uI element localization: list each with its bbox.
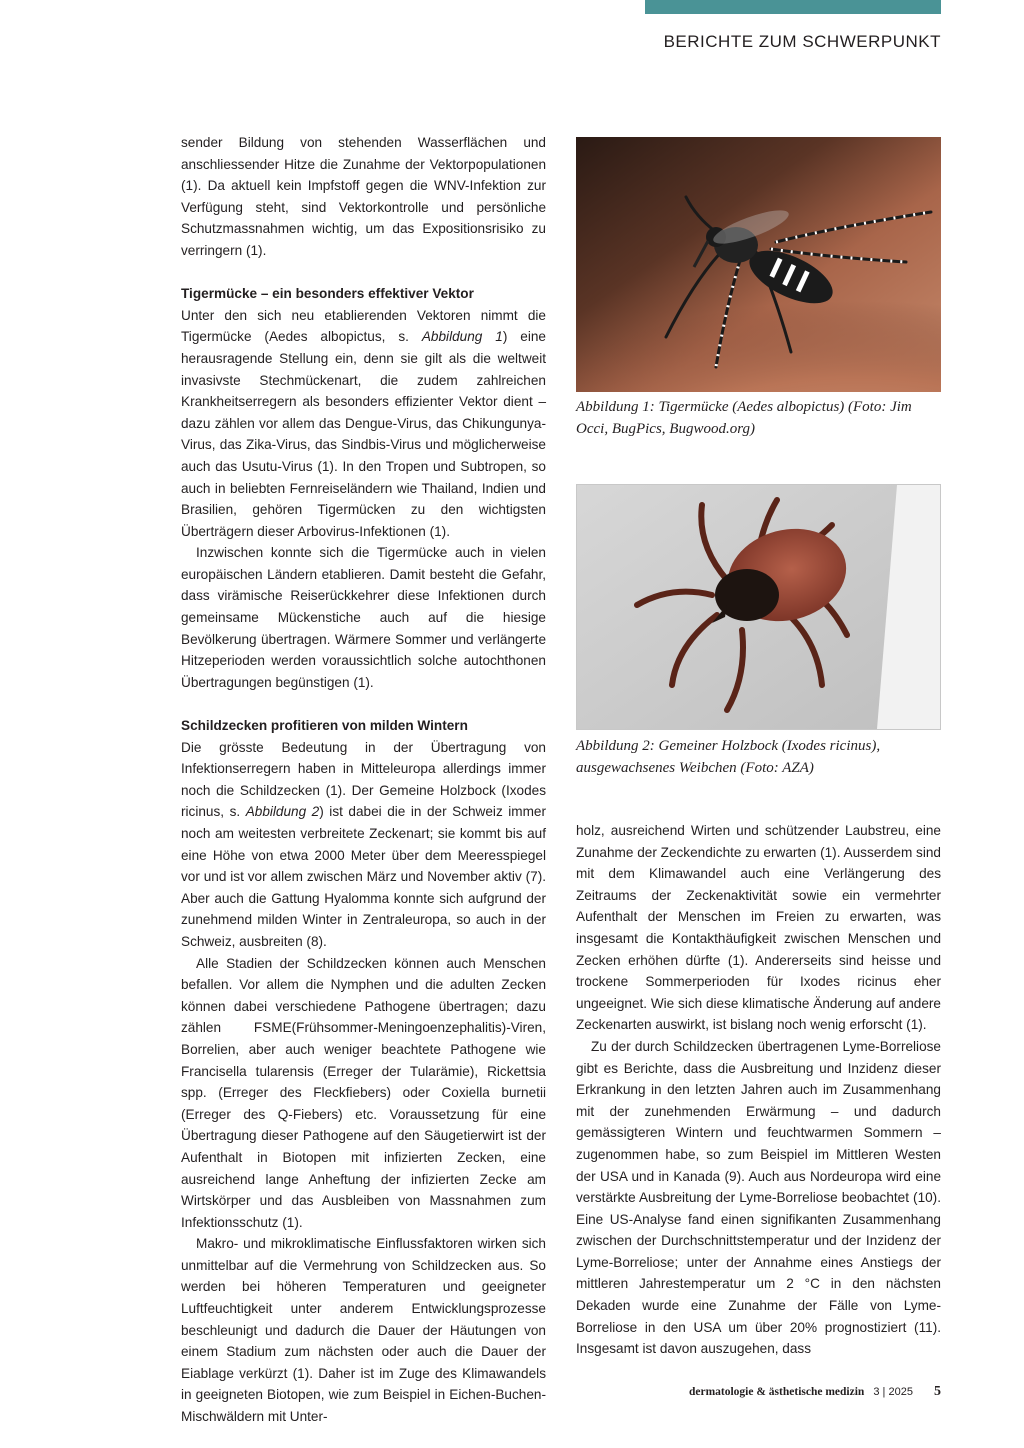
- section-label: BERICHTE ZUM SCHWERPUNKT: [663, 32, 941, 51]
- figure-2-tick-photo: [576, 484, 941, 730]
- header-accent-bar: [645, 0, 941, 14]
- right-column: [576, 820, 941, 1360]
- page-footer: [689, 1384, 941, 1400]
- page-number: 5: [934, 1384, 941, 1399]
- issue-number: 3 | 2025: [873, 1386, 913, 1398]
- paragraph: holz, ausreichend Wirten und schützender Laubstreu, eine Zunahme der Zeckendichte zu erwarten (1). Ausserdem sind mit dem Klimawandel auch eine Verlängerung des Zeitraums der Zeckenaktivität sowie ein vermehrter Aufenthalt der Menschen im Freien zu erwarten, was insgesamt die Kontakthäufigkeit zwischen Menschen und Zecken erhöhen dürfte (1). Andererseits sind heisse und trockene Sommerperioden für Ixodes ricinus eher ungeeignet. Wie sich diese klimatische Änderung auf andere Zeckenarten auswirkt, ist bislang noch wenig erforscht (1).: [576, 823, 941, 1033]
- figure-1-caption: Abbildung 1: Tigermücke (Aedes albopictus) (Foto: Jim Occi, BugPics, Bugwood.org): [576, 399, 912, 437]
- paragraph: Unter den sich neu etablierenden Vektoren nimmt die Tigermücke (Aedes albopictus, s. Abbildung 1) eine herausragende Stellung ein, denn sie gilt als die weltweit invasivste Stechmückenart, die zudem zahlreichen Krankheitserregern als besonders effizienter Vektor dient – dazu zählen vor allem das Dengue-Virus, das Chikungunya-Virus, das Zika-Virus, das Sindbis-Virus und möglicherweise auch das Usutu-Virus (1). In den Tropen und Subtropen, so auch in beliebten Fernreiseländern wie Thailand, Indien und Brasilien, gehören Tigermücken zu den wichtigsten Überträgern dieser Arbovirus-Infektionen (1).: [181, 307, 546, 539]
- paragraph: Die grösste Bedeutung in der Übertragung von Infektionserregern haben in Mitteleuropa allerdings immer noch die Schildzecken (1). Der Gemeine Holzbock (Ixodes ricinus, s. Abbildung 2) ist dabei die in der Schweiz immer noch am weitesten verbreitete Zeckenart; sie kommt bis auf eine Höhe von etwa 2000 Meter über dem Meeresspiegel vor und ist vor allem zwischen März und November aktiv (7). Aber auch die Gattung Hyalomma konnte sich aufgrund der zunehmend milden Winter in Zentraleuropa, so auch in der Schweiz, ausbreiten (8).: [181, 739, 547, 949]
- section-heading-tigermuecke: Tigermücke – ein besonders effektiver Vektor: [181, 286, 474, 302]
- figure-1-mosquito-photo: [576, 137, 941, 392]
- section-heading-schildzecken: Schildzecken profitieren von milden Wintern: [181, 718, 468, 734]
- figure-2-caption: Abbildung 2: Gemeiner Holzbock (Ixodes ricinus), ausgewachsenes Weibchen (Foto: AZA): [576, 738, 881, 776]
- paragraph: Alle Stadien der Schildzecken können auch Menschen befallen. Vor allem die Nymphen und die adulten Zecken können dabei verschiedene Pathogene übertragen; dazu zählen FSME(Frühsommer-Meningoenzephalitis)-Viren, Borrelien, aber auch weniger beachtete Pathogene wie Francisella tularensis (Erreger der Tularämie), Rickettsia spp. (Erreger des Fleckfiebers) oder Coxiella burnetii (Erreger des Q-Fiebers) etc. Voraussetzung für eine Übertragung dieser Pathogene auf den Säugetierwirt ist der Aufenthalt in Biotopen mit infizierten Zecken, eine ausreichend lange Anheftung der infizierten Zecke am Wirtskörper und das Ausbleiben von Massnahmen zum Infektionsschutz (1).: [181, 955, 546, 1230]
- journal-name: dermatologie & ästhetische medizin: [688, 1386, 865, 1398]
- paragraph: Makro- und mikroklimatische Einflussfaktoren wirken sich unmittelbar auf die Vermehrung von Schildzecken aus. So werden bei höheren Temperaturen und geeigneter Luftfeuchtigkeit unter anderem Entwicklungsprozesse beschleunigt und dadurch die Dauer der Häutungen von einem Stadium zum nächsten oder auch die Dauer der Eiablage verkürzt (1). Daher ist im Zuge des Klimawandels in geeigneten Biotopen, wie zum Beispiel in Eichen-Buchen-Mischwäldern mit Unter-: [181, 1236, 546, 1425]
- left-column: [181, 132, 546, 1428]
- figure-reference: Abbildung 2: [245, 804, 320, 820]
- paragraph: Zu der durch Schildzecken übertragenen Lyme-Borreliose gibt es Berichte, dass die Ausbreitung und Inzidenz dieser Erkrankung in den letzten Jahren auch im Zusammenhang mit der zunehmenden Erwärmung – und dadurch gemässigteren Wintern und feuchtwarmen Sommern – zugenommen habe, so zum Beispiel im Mittleren Westen der USA und in Kanada (9). Auch aus Nordeuropa wird eine verstärkte Ausbreitung der Lyme-Borreliose beobachtet (10). Eine US-Analyse fand einen signifikanten Zusammenhang zwischen der Durchschnittstemperatur und der Inzidenz der Lyme-Borreliose; unter der Annahme eines Anstiegs der mittleren Jahrestemperatur um 2 °C in den nächsten Dekaden wurde eine Zunahme der Fälle von Lyme-Borreliose in den USA um über 20% prognostiziert (11). Insgesamt ist davon auszugehen, dass: [576, 1038, 941, 1357]
- figure-reference: Abbildung 1: [421, 329, 503, 345]
- paragraph: Inzwischen konnte sich die Tigermücke auch in vielen europäischen Ländern etablieren. Damit besteht die Gefahr, dass virämische Reiserückkehrer diese Infektionen durch gemeinsame Mückenstiche auch auf die hiesige Bevölkerung übertragen. Wärmere Sommer und verlängerte Hitzeperioden werden voraussichtlich solche autochthonen Übertragungen begünstigen (1).: [181, 545, 546, 690]
- paragraph: sender Bildung von stehenden Wasserflächen und anschliessender Hitze die Zunahme der Vektorpopulationen (1). Da aktuell kein Impfstoff gegen die WNV-Infektion zur Verfügung steht, sind Vektorkontrolle und persönliche Schutzmassnahmen wichtig, um das Expositionsrisiko zu verringern (1).: [181, 135, 546, 258]
